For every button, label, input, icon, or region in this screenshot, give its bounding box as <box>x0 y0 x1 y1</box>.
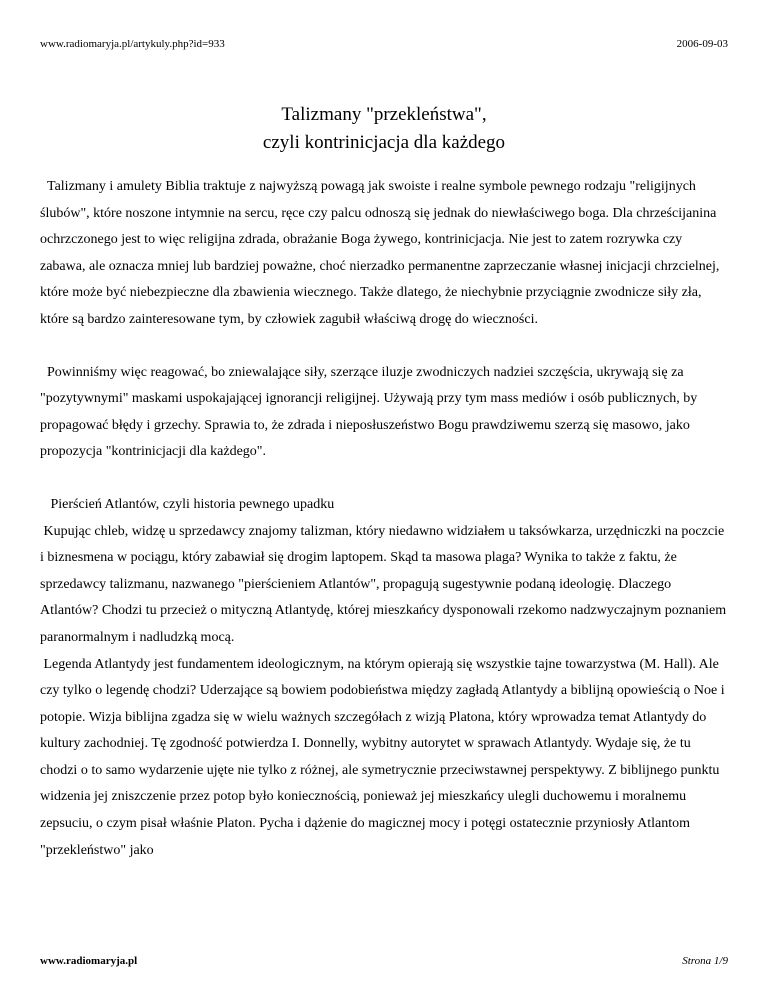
paragraph-1: Talizmany i amulety Biblia traktuje z najwyższą powagą jak swoiste i realne symbole pewnego rodzaju "religijnych ślubów", które noszone intymnie na sercu, ręce czy palcu odnoszą się jednak do niewłaściwego boga. Dla chrześcijanina ochrzczonego jest to więc religijna zdrada, obrażanie Boga żywego, kontrinicjacja. Nie jest to zatem rozrywka czy zabawa, ale oznacza mniej lub bardziej poważne, choć nierzadko permanentne zaprzeczanie własnej inicjacji chrzcielnej, które może być niebezpieczne dla zbawienia wiecznego. Także dlatego, że niechybnie przyciągnie zwodnicze siły zła, które są bardzo zainteresowane tym, by człowiek zagubił właściwą drogę do wieczności. <box>40 179 723 327</box>
paragraph-3: Kupując chleb, widzę u sprzedawcy znajomy talizman, który niedawno widziałem u taksówkarza, urzędniczki na poczcie i biznesmena w pociągu, który zabawiał się drogim laptopem. Skąd ta masowa plaga? Wynika to także z faktu, że sprzedawcy talizmanu, nazwanego "pierścieniem Atlantów", propagują sugestywnie podaną ideologię. Dlaczego Atlantów? Chodzi tu przecież o mityczną Atlantydę, której mieszkańcy dysponowali rzekomo nadzwyczajnym poznaniem paranormalnym i nadludzką mocą. <box>40 523 730 645</box>
header-url: www.radiomaryja.pl/artykuly.php?id=933 <box>40 38 225 50</box>
article-body <box>40 174 728 864</box>
paragraph-2: Powinniśmy więc reagować, bo zniewalające siły, szerzące iluzje zwodniczych nadziei szczęścia, ukrywają się za "pozytywnymi" maskami uspokajającej ignorancji religijnej. Używają przy tym mass mediów i osób publicznych, by propagować błędy i grzechy. Sprawia to, że zdrada i nieposłuszeństwo Bogu prawdziwemu szerzą się masowo, jako propozycja "kontrinicjacji dla każdego". <box>40 364 701 460</box>
footer-site: www.radiomaryja.pl <box>40 955 138 967</box>
section-heading: Pierścień Atlantów, czyli historia pewnego upadku <box>40 496 335 512</box>
paragraph-4: Legenda Atlantydy jest fundamentem ideologicznym, na którym opierają się wszystkie tajne towarzystwa (M. Hall). Ale czy tylko o legendę chodzi? Uderzające są bowiem podobieństwa między zagładą Atlantydy a biblijną opowieścią o Noe i potopie. Wizja biblijna zgadza się w wielu ważnych szczegółach z wizją Platona, który wprowadza temat Atlantydy do kultury zachodniej. Tę zgodność potwierdza I. Donnelly, wybitny autorytet w sprawach Atlantydy. Wydaje się, że tu chodzi o to samo wydarzenie ujęte nie tylko z różnej, ale symetrycznie przeciwstawnej perspektywy. Z biblijnego punktu widzenia jej zniszczenie przez potop było koniecznością, ponieważ jej mieszkańcy ulegli duchowemu i moralnemu zepsuciu, o czym pisał właśnie Platon. Pycha i dążenie do magicznej mocy i potęgi ostatecznie przyniosły Atlantom "przekleństwo" jako <box>40 656 729 858</box>
page-number: Strona 1/9 <box>682 955 728 967</box>
title-line-2: czyli kontrinicjacja dla każdego <box>262 132 506 153</box>
title-line-1: Talizmany "przekleństwa", <box>281 104 487 125</box>
article-title <box>40 101 728 157</box>
header-date: 2006-09-03 <box>676 38 728 50</box>
